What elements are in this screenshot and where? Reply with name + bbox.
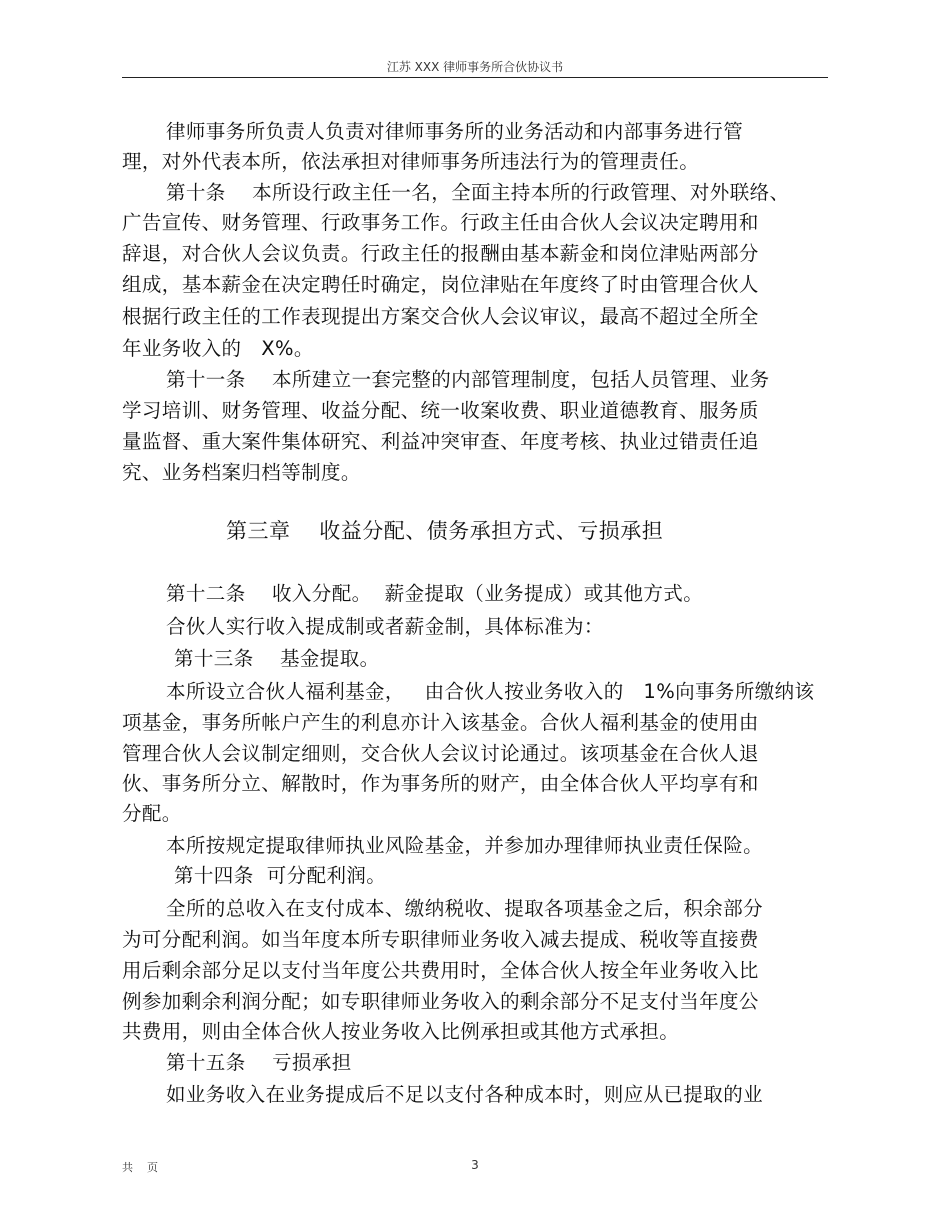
text-line: 管理合伙人会议制定细则，交合伙人会议讨论通过。该项基金在合伙人退 <box>122 742 759 765</box>
text-line: 年业务收入的 X%。 <box>122 337 314 360</box>
text-line: 共费用，则由全体合伙人按业务收入比例承担或其他方式承担。 <box>122 1020 680 1043</box>
text-line: 第十一条 本所建立一套完整的内部管理制度，包括人员管理、业务 <box>166 368 770 391</box>
text-line: 用后剩余部分足以支付当年度公共费用时，全体合伙人按全年业务收入比 <box>122 959 759 982</box>
header-rule <box>122 77 828 78</box>
text-line: 全所的总收入在支付成本、缴纳税收、提取各项基金之后，积余部分 <box>166 897 764 920</box>
text-line: 广告宣传、财务管理、行政事务工作。行政主任由合伙人会议决定聘用和 <box>122 211 759 234</box>
text-line: 本所设立合伙人福利基金， 由合伙人按业务收入的 1%向事务所缴纳该 <box>166 680 815 703</box>
text-line: 例参加剩余利润分配；如专职律师业务收入的剩余部分不足支付当年度公 <box>122 990 759 1013</box>
page-number: 3 <box>471 1158 479 1172</box>
text-line: 学习培训、财务管理、收益分配、统一收案收费、职业道德教育、服务质 <box>122 399 759 422</box>
text-line: 理，对外代表本所，依法承担对律师事务所违法行为的管理责任。 <box>122 150 700 173</box>
text-line: 伙、事务所分立、解散时，作为事务所的财产，由全体合伙人平均享有和 <box>122 772 759 795</box>
text-line: 项基金，事务所帐户产生的利息亦计入该基金。合伙人福利基金的使用由 <box>122 711 759 734</box>
footer-total-pages: 共 页 <box>122 1161 158 1174</box>
text-line: 如业务收入在业务提成后不足以支付各种成本时，则应从已提取的业 <box>166 1083 764 1106</box>
text-line: 量监督、重大案件集体研究、利益冲突审查、年度考核、执业过错责任追 <box>122 430 759 453</box>
text-line: 律师事务所负责人负责对律师事务所的业务活动和内部事务进行管 <box>166 120 744 143</box>
text-line: 第十条 本所设行政主任一名，全面主持本所的行政管理、对外联络、 <box>166 181 790 204</box>
text-line: 究、业务档案归档等制度。 <box>122 461 361 484</box>
text-line: 辞退，对合伙人会议负责。行政主任的报酬由基本薪金和岗位津贴两部分 <box>122 242 759 265</box>
text-line: 第十四条 可分配利润。 <box>174 864 387 887</box>
page-header: 江苏 XXX 律师事务所合伙协议书 <box>386 60 564 74</box>
text-line: 第十五条 亏损承担 <box>166 1051 352 1074</box>
text-line: 根据行政主任的工作表现提出方案交合伙人会议审议，最高不超过全所全 <box>122 305 759 328</box>
text-line: 组成，基本薪金在决定聘任时确定，岗位津贴在年度终了时由管理合伙人 <box>122 273 759 296</box>
text-line: 本所按规定提取律师执业风险基金，并参加办理律师执业责任保险。 <box>166 834 764 857</box>
text-line: 第十二条 收入分配。 薪金提取（业务提成）或其他方式。 <box>166 582 704 605</box>
chapter-heading: 第三章 收益分配、债务承担方式、亏损承担 <box>226 519 664 543</box>
text-line: 分配。 <box>122 802 182 825</box>
text-line: 第十三条 基金提取。 <box>174 647 380 670</box>
text-line: 合伙人实行收入提成制或者薪金制，具体标准为： <box>166 615 604 638</box>
text-line: 为可分配利润。如当年度本所专职律师业务收入减去提成、税收等直接费 <box>122 928 759 951</box>
